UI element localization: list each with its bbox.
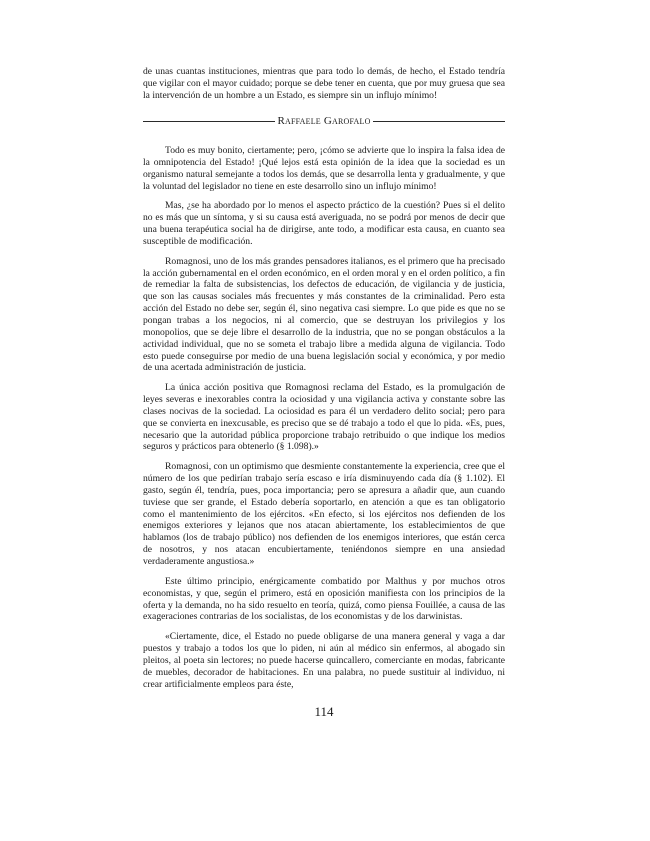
fragment-text: de unas cuantas instituciones, mientras que para todo lo demás, de hecho, el Estado tendría que vigilar con el mayor cuidado; porque se debe tener en cuenta, que por muy gruesa que sea la intervención de un hombre a un Estado, es siempre sin un influjo mínimo! (143, 66, 505, 101)
paragraph: Este último principio, enérgicamente combatido por Malthus y por muchos otros economistas, y que, según el primero, está en oposición manifiesta con los principios de la oferta y la demanda, no ha sido resuelto en teoría, quizá, como piensa Fouillée, a causa de las exageraciones contrarias de los socialistas, de los economistas y de los darwinistas. (143, 575, 505, 623)
running-head-rule-right (373, 121, 505, 122)
paragraph: Romagnosi, uno de los más grandes pensadores italianos, es el primero que ha precisado la acción gubernamental en el orden económico, en el orden moral y en el orden político, a fin de remediar la falta de subsistencias, los defectos de educación, de vigilancia y de justicia, que son las causas sociales más frecuentes y más constantes de la criminalidad. Pero esta acción del Estado no debe ser, según él, sino negativa casi siempre. Lo que pide es que no se pongan trabas a los negocios, ni al comercio, que se destruyan los privilegios y los monopolios, que se deje libre el desarrollo de la industria, que no se pongan obstáculos a la actividad individual, que no se someta el trabajo libre a medida alguna de vigilancia. Todo esto puede conseguirse por medio de una buena legislación social y económica, y por medio de una acertada administración de justicia. (143, 255, 505, 374)
running-head-title: Raffaele Garofalo (277, 115, 371, 127)
book-page (143, 66, 505, 826)
running-head (143, 115, 505, 127)
paragraph: Mas, ¿se ha abordado por lo menos el aspecto práctico de la cuestión? Pues si el delito no es más que un síntoma, y si su causa está averiguada, no se podrá por menos de decir que una buena terapéutica social ha de dirigirse, ante todo, a modificar esta causa, en cuanto sea susceptible de modificación. (143, 200, 505, 247)
body-text (143, 145, 505, 698)
paragraph: «Ciertamente, dice, el Estado no puede obligarse de una manera general y vaga a dar puestos y trabajo a todos los que lo piden, ni aún al médico sin enfermos, al abogado sin pleitos, al poeta sin lectores; no puede hacerse quincallero, comerciante en modas, fabricante de muebles, decorador de habitaciones. En una palabra, no puede sustituir al individuo, ni crear artificialmente empleos para éste, (143, 631, 505, 690)
paragraph: Romagnosi, con un optimismo que desmiente constantemente la experiencia, cree que el número de los que pedirían trabajo sería escaso e iría disminuyendo cada día (§ 1.102). El gasto, según él, tendría, pues, poca importancia; pero se apresura a añadir que, aun cuando tuviese que ser grande, el Estado debería soportarlo, en atención a que es tan obligatorio como el mantenimiento de los ejércitos. «En efecto, si los ejércitos nos defienden de los enemigos exteriores y lejanos que nos atacan abiertamente, los establecimientos de que hablamos (los de trabajo público) nos defienden de los enemigos interiores, que están cerca de nosotros, y nos atacan encubiertamente, teniéndonos siempre en una ansiedad verdaderamente angustiosa.» (143, 461, 505, 567)
paragraph: Todo es muy bonito, ciertamente; pero, ¡cómo se advierte que lo inspira la falsa idea de la omnipotencia del Estado! ¡Qué lejos está esta opinión de la idea que la sociedad es un organismo natural semejante a todos los demás, que se desarrolla lenta y gradualmente, y que la voluntad del legislador no tiene en este desarrollo sino un influjo mínimo! (143, 145, 505, 192)
running-head-rule-left (143, 121, 275, 122)
preceding-text-fragment (143, 66, 505, 102)
page-number: 114 (314, 704, 334, 719)
paragraph: La única acción positiva que Romagnosi reclama del Estado, es la promulgación de leyes severas e inexorables contra la ociosidad y una vigilancia activa y constante sobre las clases nocivas de la sociedad. La ociosidad es para él un verdadero delito social; pero para que se convierta en inexcusable, es preciso que se dé trabajo a todo el que lo pida. «Es, pues, necesario que la autoridad pública proporcione trabajo retribuido o que indique los medios seguros y prácticos para obtenerlo (§ 1.098).» (143, 382, 505, 453)
